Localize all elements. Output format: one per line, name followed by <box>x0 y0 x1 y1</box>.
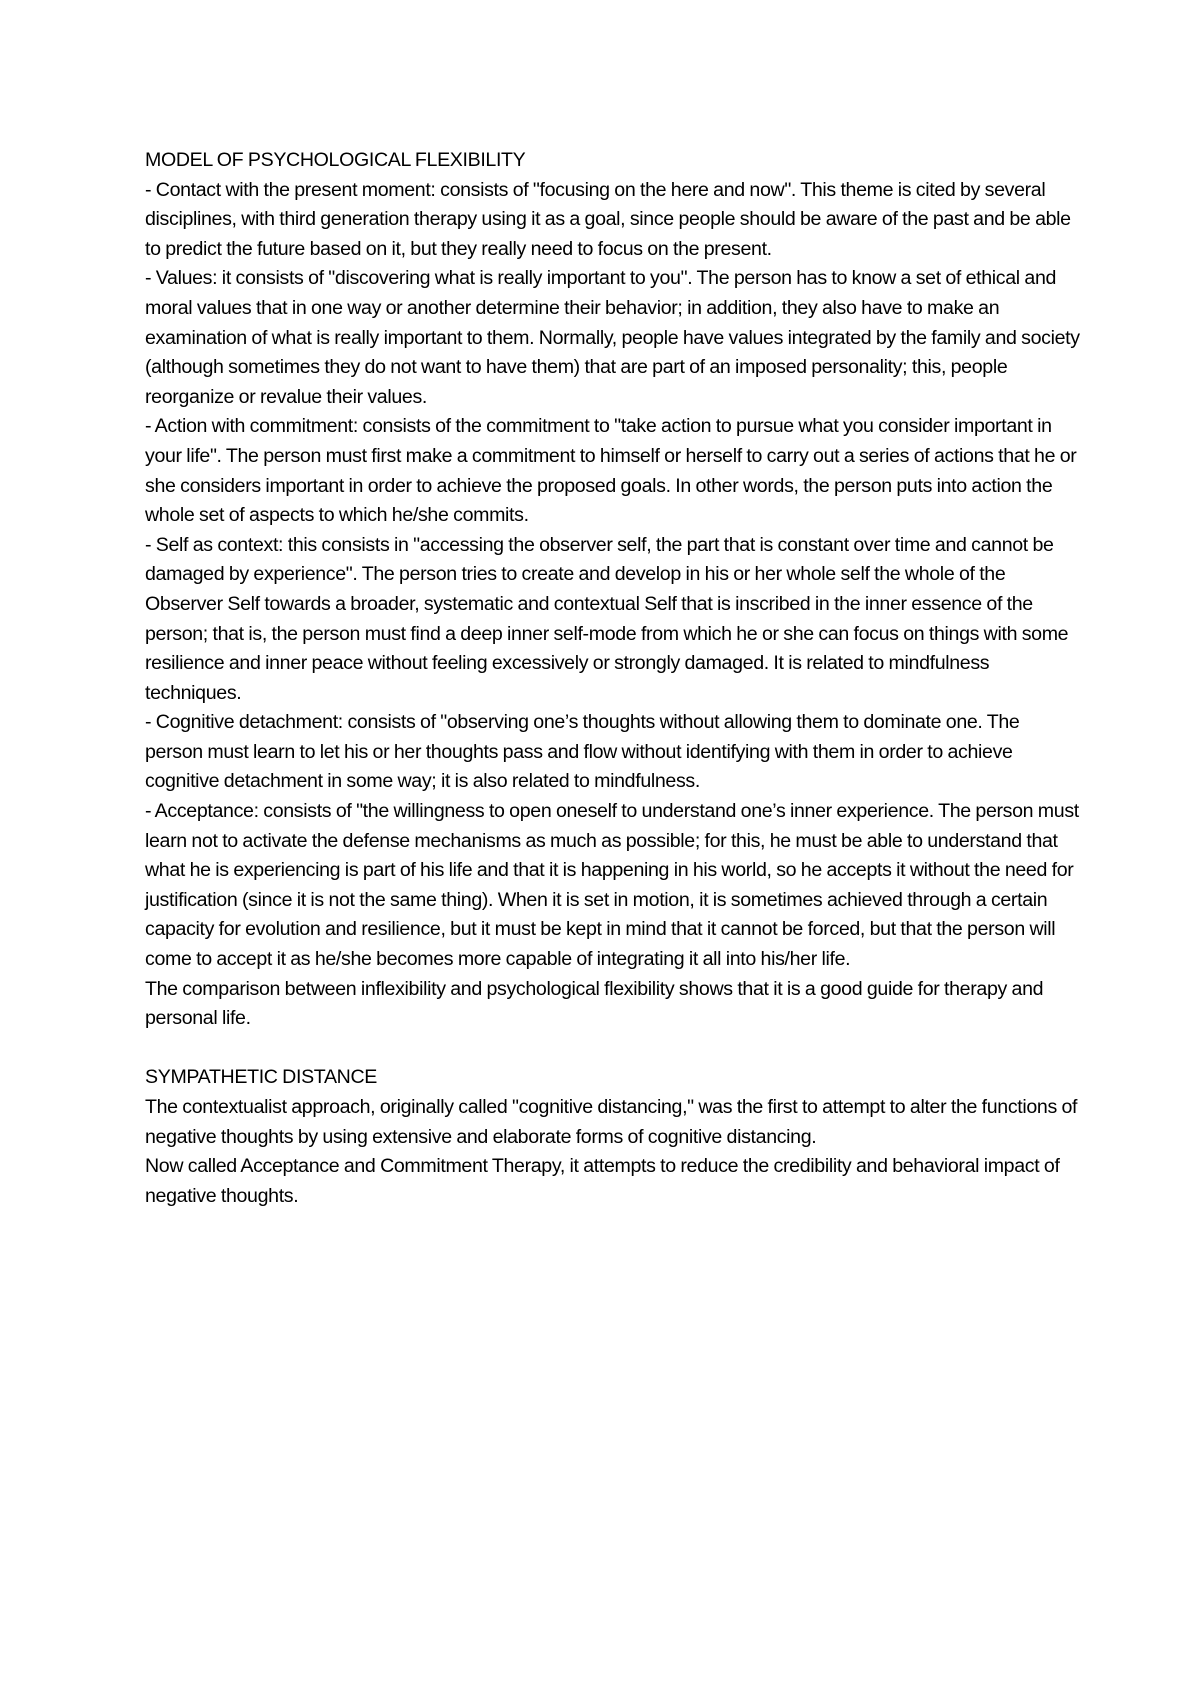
paragraph-acceptance: - Acceptance: consists of "the willingness to open oneself to understand one’s inner experience. The person must learn not to activate the defense mechanisms as much as possible; for this, he must be able to understand that what he is experiencing is part of his life and that it is happening in his world, so he accepts it without the need for justification (since it is not the same thing). When it is set in motion, it is sometimes achieved through a certain capacity for evolution and resilience, but it must be kept in mind that it cannot be forced, but that the person will come to accept it as he/she becomes more capable of integrating it all into his/her life. <box>145 800 1079 971</box>
section-heading: SYMPATHETIC DISTANCE <box>145 1066 377 1089</box>
document-body <box>145 146 1080 1211</box>
paragraph-values: - Values: it consists of "discovering what is really important to you". The person has to know a set of ethical and moral values that in one way or another determine their behavior; in addition, they also have to make an examination of what is really important to them. Normally, people have values integrated by the family and society (although sometimes they do not want to have them) that are part of an imposed personality; this, people reorganize or revalue their values. <box>145 267 1080 408</box>
paragraph-action-commitment: - Action with commitment: consists of the commitment to "take action to pursue what you consider important in your life". The person must first make a commitment to himself or herself to carry out a series of actions that he or she considers important in order to achieve the proposed goals. In other words, the person puts into action the whole set of aspects to which he/she commits. <box>145 415 1077 527</box>
paragraph-comparison: The comparison between inflexibility and psychological flexibility shows that it is a good guide for therapy and personal life. <box>145 977 1044 1030</box>
section-psychological-flexibility <box>145 146 1080 1034</box>
paragraph-contact-present-moment: - Contact with the present moment: consists of "focusing on the here and now". This theme is cited by several disciplines, with third generation therapy using it as a goal, since people should be aware of the past and be able to predict the future based on it, but they really need to focus on the present. <box>145 178 1071 260</box>
paragraph-contextualist-approach: The contextualist approach, originally called "cognitive distancing," was the first to attempt to alter the functions of negative thoughts by using extensive and elaborate forms of cognitive distancing. <box>145 1096 1078 1148</box>
paragraph-cognitive-detachment: - Cognitive detachment: consists of "observing one’s thoughts without allowing them to dominate one. The person must learn to let his or her thoughts pass and flow without identifying with them in order to achieve cognitive detachment in some way; it is also related to mindfulness. <box>145 711 1020 793</box>
section-sympathetic-distance <box>145 1063 1080 1211</box>
paragraph-act: Now called Acceptance and Commitment Therapy, it attempts to reduce the credibility and behavioral impact of negative thoughts. <box>145 1155 1060 1207</box>
section-heading: MODEL OF PSYCHOLOGICAL FLEXIBILITY <box>145 149 526 171</box>
paragraph-self-as-context: - Self as context: this consists in "accessing the observer self, the part that is constant over time and cannot be damaged by experience". The person tries to create and develop in his or her whole self the whole of the Observer Self towards a broader, systematic and contextual Self that is inscribed in the inner essence of the person; that is, the person must find a deep inner self-mode from which he or she can focus on things with some resilience and inner peace without feeling excessively or strongly damaged. It is related to mindfulness techniques. <box>145 533 1069 704</box>
